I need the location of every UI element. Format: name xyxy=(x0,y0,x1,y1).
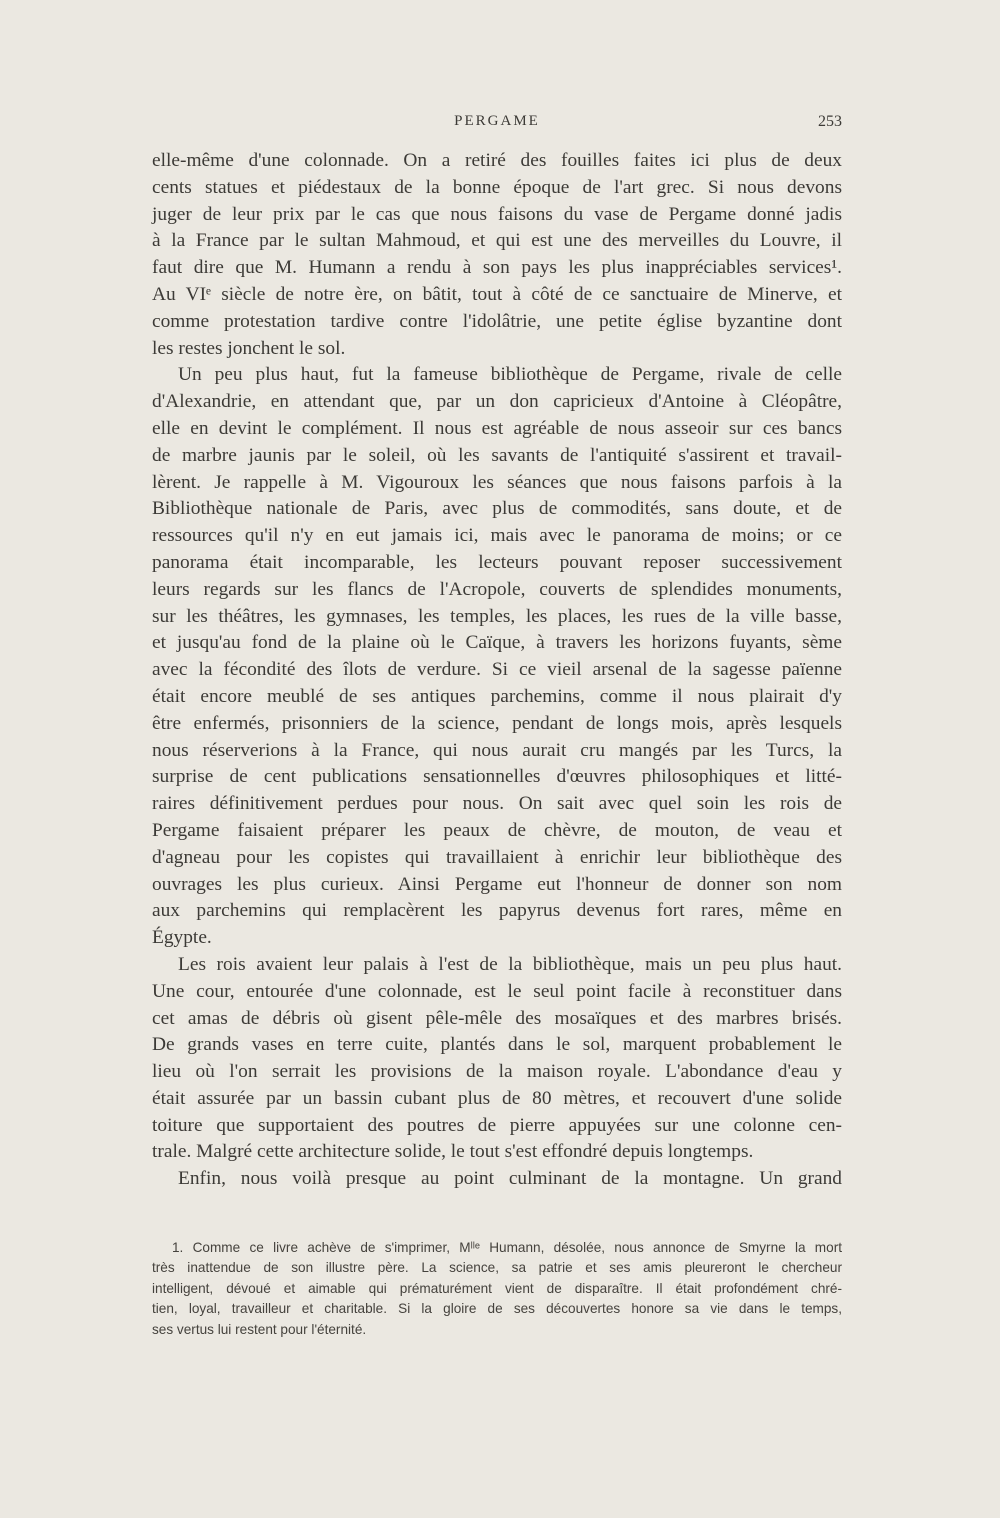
text-line: à la France par le sultan Mahmoud, et qui est une des merveilles du Louvre, il xyxy=(152,230,842,252)
text-line: elle-même d'une colonnade. On a retiré des fouilles faites ici plus de deux xyxy=(152,150,842,171)
text-line: Enfin, nous voilà presque au point culminant de la montagne. Un grand xyxy=(178,1168,842,1190)
text-line: nous réserverions à la France, qui nous aurait cru mangés par les Turcs, la xyxy=(152,739,842,761)
text-line: sur les théâtres, les gymnases, les temples, les places, les rues de la ville basse, xyxy=(152,605,842,627)
text-line: elle en devint le complément. Il nous est agréable de nous asseoir sur ces bancs xyxy=(152,417,842,439)
footnote-line: ses vertus lui restent pour l'éternité. xyxy=(152,1321,367,1337)
text-line: faut dire que M. Humann a rendu à son pays les plus inappréciables services¹. xyxy=(152,257,842,279)
paragraph xyxy=(152,952,842,1166)
body-text xyxy=(152,148,842,1193)
text-line: Un peu plus haut, fut la fameuse bibliothèque de Pergame, rivale de celle xyxy=(178,364,842,386)
text-line: Égypte. xyxy=(152,927,212,949)
footnote-line: intelligent, dévoué et aimable qui prématurément vient de disparaître. Il était profondément chré- xyxy=(152,1280,842,1296)
text-line: être enfermés, prisonniers de la science, pendant de longs mois, après lesquels xyxy=(152,712,842,734)
text-line: Au VIᵉ siècle de notre ère, on bâtit, tout à côté de ce sanctuaire de Minerve, et xyxy=(152,283,842,305)
paragraph xyxy=(152,362,842,952)
text-line: Les rois avaient leur palais à l'est de la bibliothèque, mais un peu plus haut. xyxy=(178,953,842,975)
text-line: Une cour, entourée d'une colonnade, est le seul point facile à reconstituer dans xyxy=(152,980,842,1002)
text-line: lèrent. Je rappelle à M. Vigouroux les séances que nous faisons parfois à la xyxy=(152,471,842,493)
text-line: comme protestation tardive contre l'idolâtrie, une petite église byzantine dont xyxy=(152,310,842,332)
text-line: était encore meublé de ses antiques parchemins, comme il nous plairait d'y xyxy=(152,685,842,707)
text-line: avec la fécondité des îlots de verdure. Si ce vieil arsenal de la sagesse païenne xyxy=(152,659,842,681)
text-line: de marbre jaunis par le soleil, où les savants de l'antiquité s'assirent et travail- xyxy=(152,444,842,466)
text-line: juger de leur prix par le cas que nous faisons du vase de Pergame donné jadis xyxy=(152,203,842,225)
text-line: ressources qu'il n'y en eut jamais ici, mais avec le panorama de moins; or ce xyxy=(152,525,842,547)
text-line: panorama était incomparable, les lecteurs pouvant reposer successivement xyxy=(152,551,842,573)
text-line: était assurée par un bassin cubant plus de 80 mètres, et recouvert d'une solide xyxy=(152,1087,842,1109)
text-line: surprise de cent publications sensationnelles d'œuvres philosophiques et litté- xyxy=(152,766,842,788)
text-line: ouvrages les plus curieux. Ainsi Pergame eut l'honneur de donner son nom xyxy=(152,873,842,895)
footnote-line: 1. Comme ce livre achève de s'imprimer, Mˡˡᵉ Humann, désolée, nous annonce de Smyrne la mort xyxy=(172,1240,842,1255)
text-line: et jusqu'au fond de la plaine où le Caïque, à travers les horizons fuyants, sème xyxy=(152,632,842,654)
text-line: les restes jonchent le sol. xyxy=(152,337,346,359)
footnote-line: tien, loyal, travailleur et charitable. Si la gloire de ses découvertes honore sa vie dans le temps, xyxy=(152,1301,842,1317)
text-line: raires définitivement perdues pour nous. On sait avec quel soin les rois de xyxy=(152,793,842,815)
text-line: d'agneau pour les copistes qui travaillaient à enrichir leur bibliothèque des xyxy=(152,846,842,868)
text-line: toiture que supportaient des poutres de pierre appuyées sur une colonne cen- xyxy=(152,1114,842,1136)
text-line: d'Alexandrie, en attendant que, par un don capricieux d'Antoine à Cléopâtre, xyxy=(152,391,842,413)
paragraph xyxy=(152,148,842,362)
text-line: aux parchemins qui remplacèrent les papyrus devenus fort rares, même en xyxy=(152,900,842,922)
running-title: PERGAME xyxy=(454,113,540,129)
text-line: leurs regards sur les flancs de l'Acropole, couverts de splendides monuments, xyxy=(152,578,842,600)
text-line: cet amas de débris où gisent pêle-mêle des mosaïques et des marbres brisés. xyxy=(152,1007,842,1029)
text-line: Bibliothèque nationale de Paris, avec plus de commodités, sans doute, et de xyxy=(152,498,842,520)
text-line: trale. Malgré cette architecture solide, le tout s'est effondré depuis longtemps. xyxy=(152,1141,754,1163)
page-number: 253 xyxy=(818,113,842,130)
text-line: cents statues et piédestaux de la bonne époque de l'art grec. Si nous devons xyxy=(152,176,842,198)
page-header xyxy=(152,113,842,139)
footnote-line: très inattendue de son illustre père. La science, sa patrie et ses amis pleureront le chercheur xyxy=(152,1260,842,1276)
text-line: Pergame faisaient préparer les peaux de chèvre, de mouton, de veau et xyxy=(152,819,842,841)
paragraph xyxy=(152,1166,842,1193)
text-line: lieu où l'on serrait les provisions de la maison royale. L'abondance d'eau y xyxy=(152,1061,842,1083)
footnote xyxy=(152,1238,842,1340)
text-line: De grands vases en terre cuite, plantés dans le sol, marquent probablement le xyxy=(152,1034,842,1056)
